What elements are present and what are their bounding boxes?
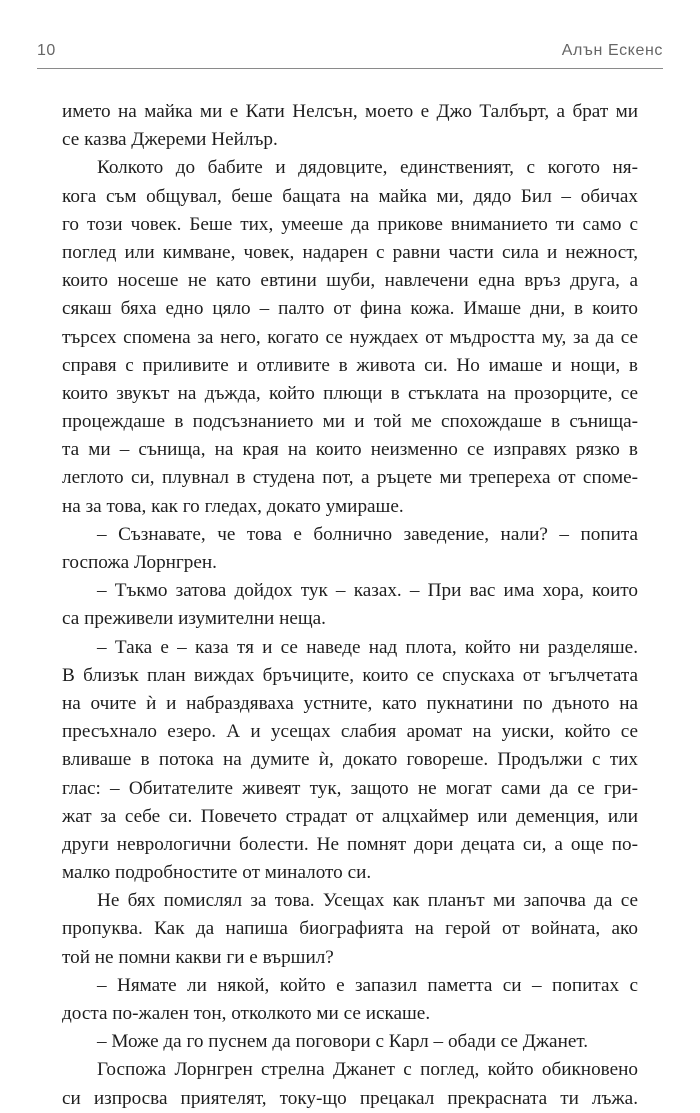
text-line: процеждаше в подсъзнанието ми и той ме спохождаше в сънища-	[62, 411, 638, 433]
text-line: Госпожа Лорнгрен стрелна Джанет с поглед, който обикновено	[97, 1059, 638, 1081]
text-line: Колкото до бабите и дядовците, единственият, с когото ня-	[97, 157, 638, 179]
header-rule	[37, 68, 663, 69]
text-line: леглото си, плувнал в студена пот, а ръцете ми трепереха от споме-	[62, 467, 638, 489]
text-line: жат за себе си. Повечето страдат от алцхаймер или деменция, или	[62, 805, 638, 827]
text-line: справя с приливите и отливите в живота си. Но имаше и нощи, в	[62, 354, 638, 376]
body-text	[62, 98, 638, 1113]
text-line: пресъхнало езеро. А и усещах слабия аромат на уиски, който се	[62, 721, 638, 743]
text-line: поглед или кимване, човек, надарен с равни части сила и нежност,	[62, 241, 638, 263]
text-line: вливаше в потока на думите ѝ, докато говореше. Продължи с тих	[62, 749, 638, 771]
text-line: на очите ѝ и набраздяваха устните, като пукнатини по дъното на	[62, 692, 638, 714]
page-header	[37, 42, 663, 70]
text-line: сякаш бяха едно цяло – палто от фина кожа. Имаше дни, в които	[62, 298, 638, 320]
text-line: които носеше не като евтини шуби, навлечени една връз друга, а	[62, 270, 638, 292]
text-line: името на майка ми е Кати Нелсън, моето е Джо Талбърт, а брат ми	[62, 101, 638, 122]
text-line: пропуква. Как да напиша биографията на герой от войната, ако	[62, 918, 638, 940]
running-head-author: Алън Ескенс	[561, 42, 663, 59]
text-line: си изпросва приятелят, току-що прецакал прекрасната ти лъжа.	[62, 1087, 638, 1109]
text-line: на за това, как го гледах, докато умираше.	[62, 495, 404, 517]
text-line: – Съзнавате, че това е болнично заведение, нали? – попита	[97, 523, 638, 545]
text-line: са преживели изумителни неща.	[62, 608, 326, 630]
page-number: 10	[37, 42, 56, 59]
text-line: други неврологични болести. Не помнят дори децата си, а още по-	[62, 833, 638, 855]
text-line: – Тъкмо затова дойдох тук – казах. – При вас има хора, които	[97, 580, 638, 602]
text-line: го този човек. Беше тих, умееше да прикове вниманието ти само с	[62, 213, 638, 235]
text-line: малко подробностите от миналото си.	[62, 862, 372, 884]
text-line: които звукът на дъжда, който плющи в стъклата на прозорците, се	[62, 382, 638, 404]
text-line: се казва Джереми Нейлър.	[62, 129, 278, 151]
text-line: В близък план виждах бръчиците, които се спускаха от ъгълчетата	[62, 664, 638, 686]
text-line: доста по-жален тон, отколкото ми се искаше.	[62, 1003, 431, 1024]
text-line: – Така е – каза тя и се наведе над плота, който ни разделяше.	[97, 636, 638, 658]
text-line: – Нямате ли някой, който е запазил паметта си – попитах с	[97, 974, 638, 996]
text-line: – Може да го пуснем да поговори с Карл – обади се Джанет.	[97, 1031, 589, 1053]
text-line: кога съм общувал, беше бащата на майка ми, дядо Бил – обичах	[62, 185, 638, 207]
text-line: та ми – сънища, на края на които неизменно се изправях рязко в	[62, 439, 638, 461]
text-line: той не помни какви ги е вършил?	[62, 946, 334, 968]
text-line: Не бях помислял за това. Усещах как планът ми започва да се	[97, 890, 638, 912]
text-line: търсех спомена за него, когато се нуждаех от мъдростта му, за да се	[62, 326, 638, 348]
text-line: глас: – Обитателите живеят тук, защото не могат сами да се гри-	[62, 777, 638, 799]
text-line: госпожа Лорнгрен.	[62, 552, 217, 573]
